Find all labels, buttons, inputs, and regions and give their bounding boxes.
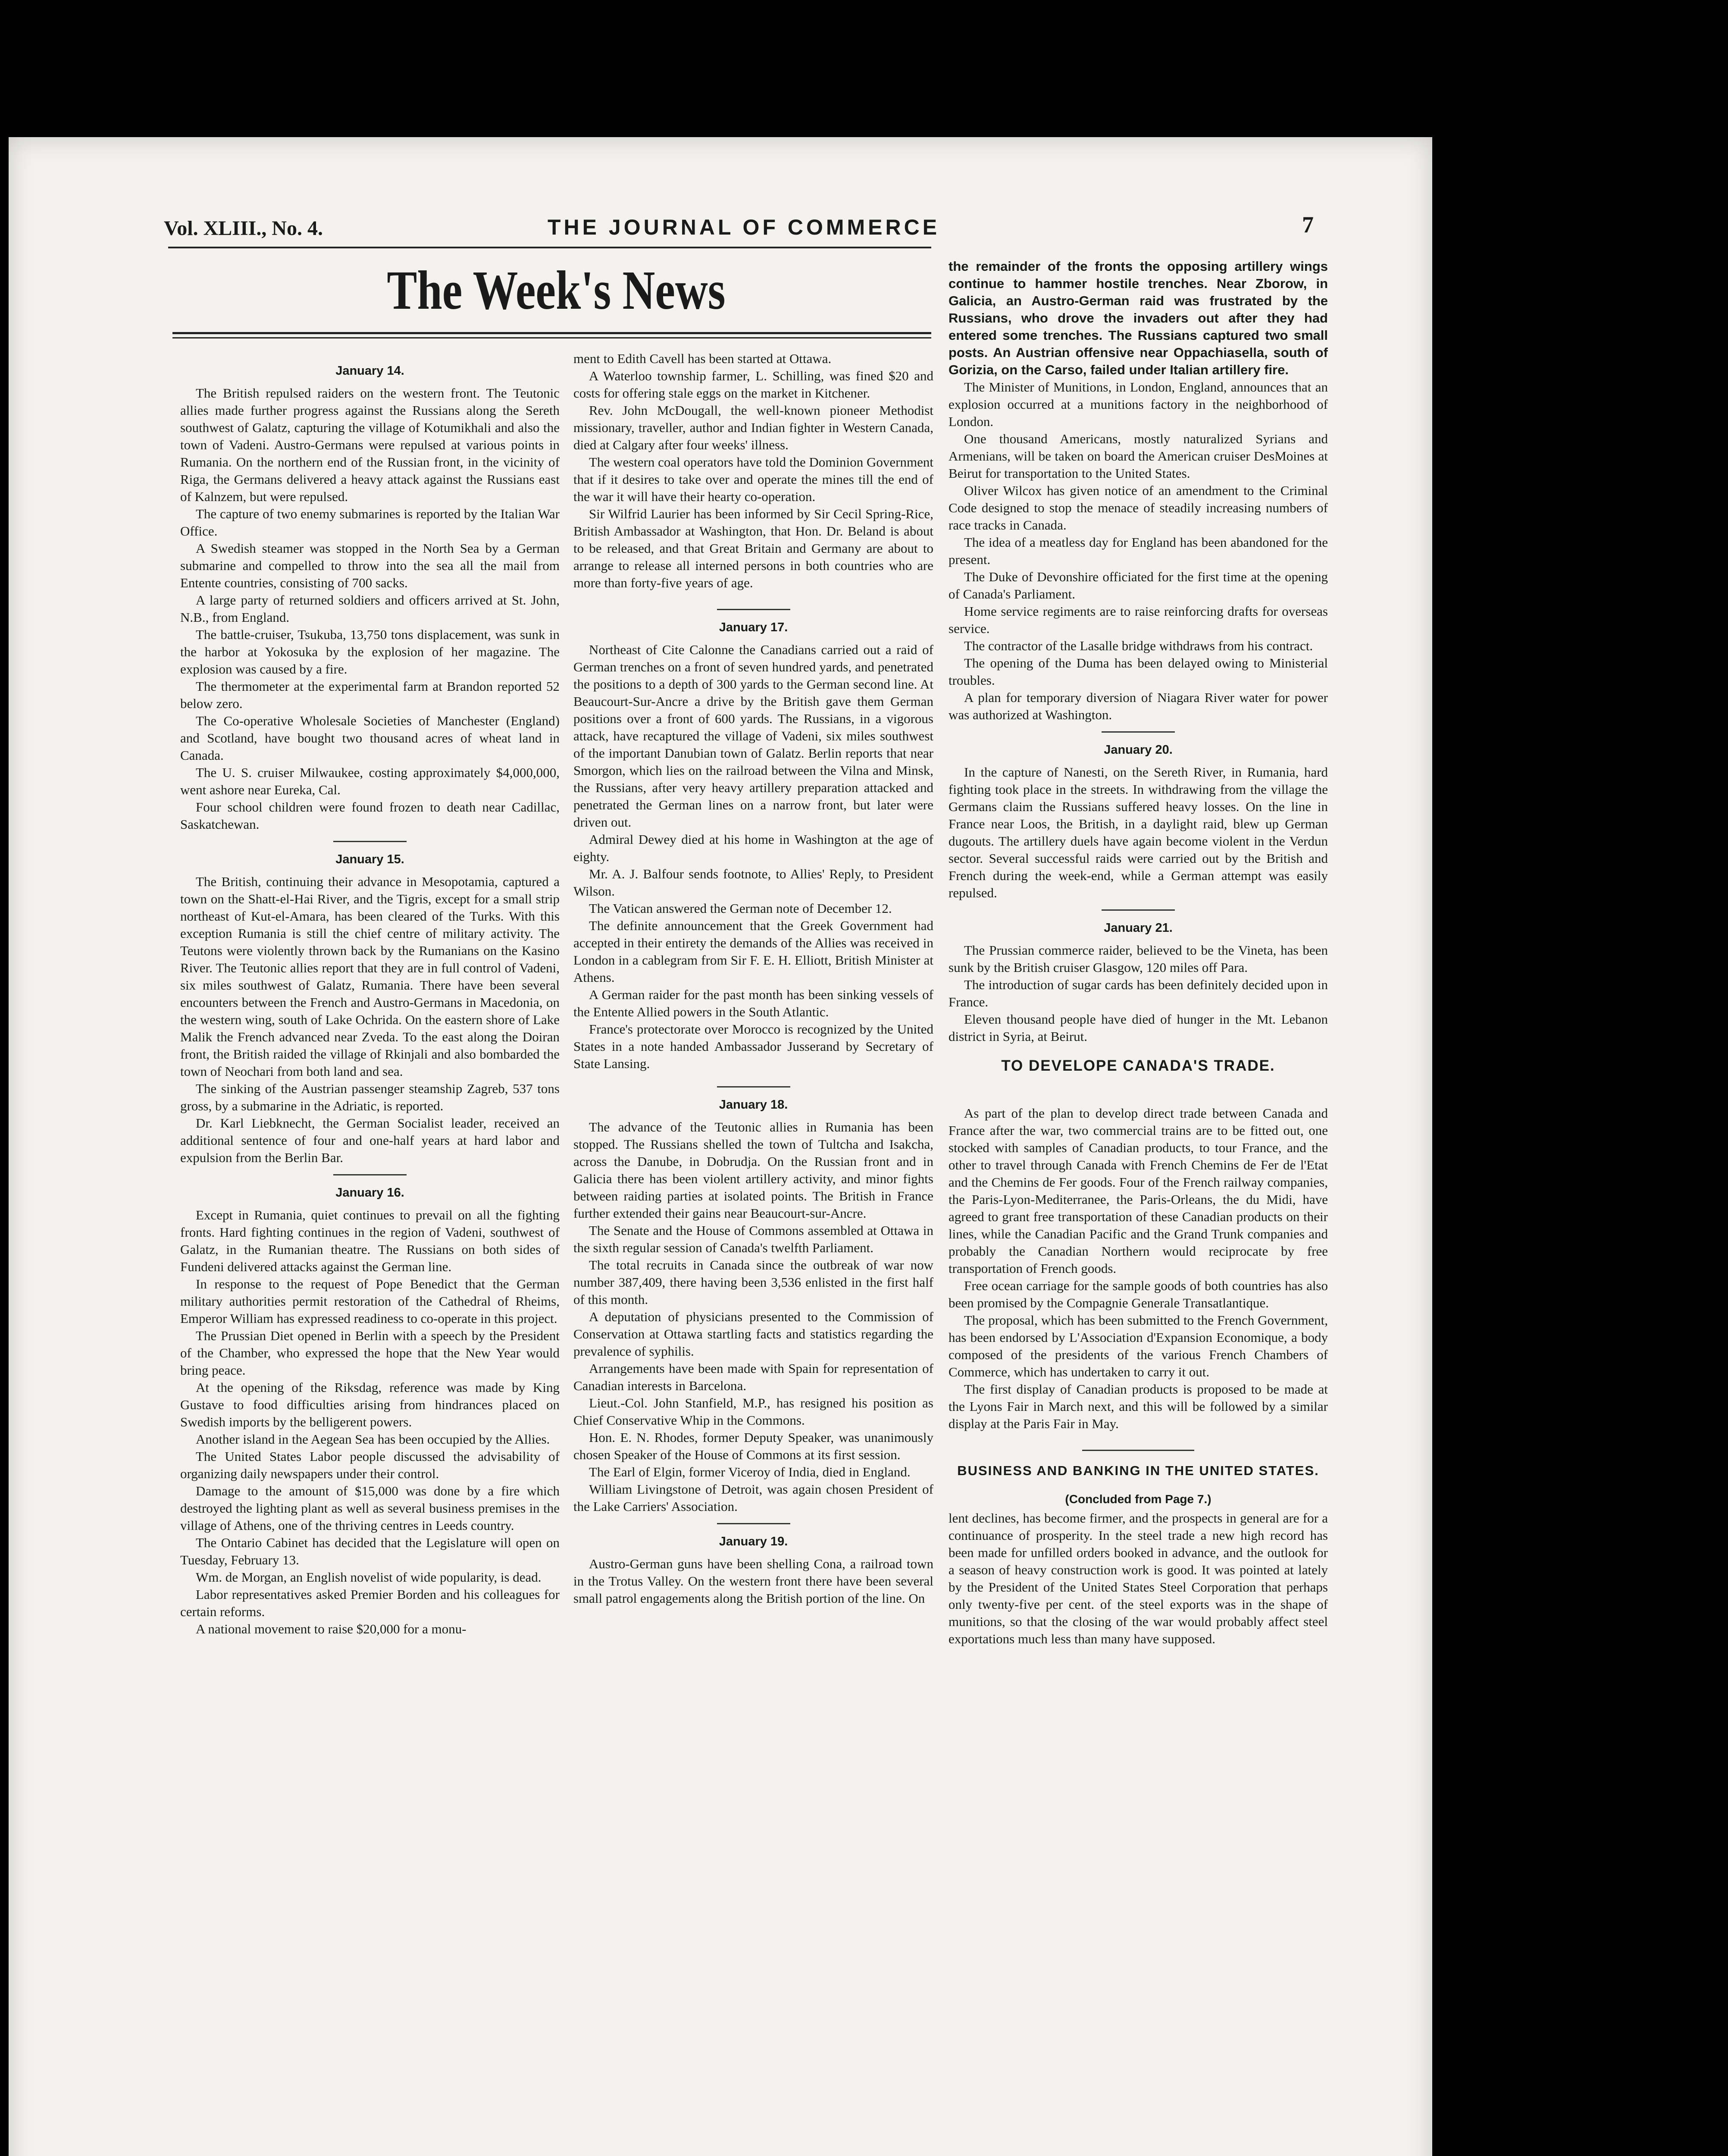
date-heading: January 18.: [719, 1098, 788, 1112]
news-item: The British, continuing their advance in Mesopotamia, captured a town on the Shatt-el-Hai River, and the Tigris, except for a small strip northeast of Kut-el-Amara, has been cleared of the Turks. With this exception Rumania is still the chief centre of military activity. The Teutons were violently thrown back by the Rumanians on the Kasino River. The Teutonic allies report that they are in full control of Vadeni, six miles southwest of Galatz, Rumania. There have been several encounters between the French and Austro-Germans in Macedonia, on the western wing, south of Lake Ochrida. On the eastern shore of Lake Malik the French advanced near Zveda. To the east along the Doiran front, the British raided the village of Rkinjali and also bombarded the town of Neochari from both land and sea.: [180, 874, 560, 1079]
news-item: Rev. John McDougall, the well-known pioneer Methodist missionary, traveller, author and Indian fighter in Western Canada, died at Calgary after four weeks' illness.: [573, 403, 933, 452]
news-item: The British repulsed raiders on the western front. The Teutonic allies made further progress against the Russians along the Sereth southwest of Galatz, capturing the village of Kotumikhali and also the town of Vadeni. Austro-Germans were repulsed at various points in Rumania. On the northern end of the Russian front, in the vicinity of Riga, the Germans delivered a heavy attack against the Russians east of Kalnzem, but were repulsed.: [180, 385, 560, 504]
news-item: The western coal operators have told the Dominion Government that if it desires to take over and operate the mines till the end of the war it will have their hearty co-operation.: [573, 454, 933, 504]
news-item: The Duke of Devonshire officiated for the first time at the opening of Canada's Parliament.: [949, 569, 1328, 602]
news-item: France's protectorate over Morocco is recognized by the United States in a note handed Ambassador Jusserand by Secretary of State Lansing.: [573, 1022, 933, 1071]
news-item: The idea of a meatless day for England has been abandoned for the present.: [949, 535, 1328, 567]
news-item: Damage to the amount of $15,000 was done by a fire which destroyed the lighting plant as well as several business premises in the village of Athens, one of the thriving centres in Leeds country.: [180, 1483, 560, 1533]
news-item: Admiral Dewey died at his home in Washington at the age of eighty.: [573, 832, 933, 864]
section-divider: [333, 1174, 407, 1175]
article-paragraph: The proposal, which has been submitted to the French Government, has been endorsed by L'Association d'Expansion Economique, a body composed of the presidents of the various French Chambers of Commerce, which has undertaken to carry it out.: [949, 1313, 1328, 1379]
news-item: The Ontario Cabinet has decided that the Legislature will open on Tuesday, February 13.: [180, 1535, 560, 1567]
news-item: The Senate and the House of Commons assembled at Ottawa in the sixth regular session of Canada's twelfth Parliament.: [573, 1223, 933, 1255]
news-item: One thousand Americans, mostly naturalized Syrians and Armenians, will be taken on board the American cruiser DesMoines at Beirut for transportation to the United States.: [949, 431, 1328, 481]
news-item: The Prussian Diet opened in Berlin with a speech by the President of the Chamber, who expressed the hope that the New Year would bring peace.: [180, 1328, 560, 1378]
news-item: Home service regiments are to raise reinforcing drafts for overseas service.: [949, 604, 1328, 636]
news-item: Dr. Karl Liebknecht, the German Socialist leader, received an additional sentence of four and one-half years at hard labor and expulsion from the Berlin Bar.: [180, 1116, 560, 1165]
headline-rule-top: [172, 332, 931, 334]
news-item: Northeast of Cite Calonne the Canadians carried out a raid of German trenches on a front of seven hundred yards, and penetrated the positions to a depth of 300 yards to the German second line. At Beaucourt-Sur-Ancre a drive by the British gave them German positions over a front of 600 yards. The Russians, in a vigorous attack, have recaptured the village of Vadeni, six miles southwest of the important Danubian town of Galatz. Berlin reports that near Smorgon, which lies on the railroad between the Vilna and Minsk, the Russians, after very heavy artillery preparation attacked and penetrated the German lines on a narrow front, but later were driven out.: [573, 642, 933, 830]
news-item: The opening of the Duma has been delayed owing to Ministerial troubles.: [949, 655, 1328, 688]
news-item: A deputation of physicians presented to the Commission of Conservation at Ottawa startling facts and statistics regarding the prevalence of syphilis.: [573, 1309, 933, 1359]
article-title: TO DEVELOPE CANADA'S TRADE.: [1001, 1057, 1275, 1074]
news-item: The U. S. cruiser Milwaukee, costing approximately $4,000,000, went ashore near Eureka, Cal.: [180, 765, 560, 797]
date-heading: January 16.: [335, 1186, 404, 1200]
news-item: A German raider for the past month has been sinking vessels of the Entente Allied powers in the South Atlantic.: [573, 987, 933, 1019]
news-item: At the opening of the Riksdag, reference was made by King Gustave to food difficulties arising from hindrances placed on Swedish imports by the belligerent powers.: [180, 1380, 560, 1429]
news-item: ment to Edith Cavell has been started at Ottawa.: [573, 351, 832, 366]
article-title: BUSINESS AND BANKING IN THE UNITED STATES.: [957, 1463, 1319, 1478]
news-item: In the capture of Nanesti, on the Sereth River, in Rumania, hard fighting took place in the streets. In withdrawing from the village the Germans claim the Russians suffered heavy losses. On the line in France near Loos, the British, in a daylight raid, blew up German dugouts. The artillery duels have again become violent in the Verdun sector. Several successful raids were carried out by the British and French during the week-end, while a German attempt was easily repulsed.: [949, 765, 1328, 900]
date-heading: January 14.: [335, 364, 404, 378]
news-item: The total recruits in Canada since the outbreak of war now number 387,409, there having been 3,536 enlisted in the first half of this month.: [573, 1257, 933, 1307]
header-rule: [168, 247, 931, 248]
news-item: Another island in the Aegean Sea has been occupied by the Allies.: [196, 1432, 550, 1447]
news-item: The United States Labor people discussed the advisability of organizing daily newspapers under their control.: [180, 1449, 560, 1481]
news-item: Four school children were found frozen to death near Cadillac, Saskatchewan.: [180, 799, 560, 832]
news-item: The capture of two enemy submarines is reported by the Italian War Office.: [180, 506, 560, 539]
news-item: Except in Rumania, quiet continues to prevail on all the fighting fronts. Hard fighting continues in the region of Vadeni, southwest of Galatz, in the Rumanian theatre. The Russians on both sides of Fundeni delivered attacks against the German line.: [180, 1207, 560, 1274]
news-item: The thermometer at the experimental farm at Brandon reported 52 below zero.: [180, 679, 560, 711]
article-paragraph: lent declines, has become firmer, and the prospects in general are for a continuance of prosperity. In the steel trade a new high record has been made for unfilled orders booked in advance, and the outlook for a season of heavy construction work is good. It was pointed at lately by the President of the United States Steel Corporation that perhaps only twenty-five per cent. of the steel exports was in the shape of munitions, so that the closing of the war would probably affect steel exportations much less than many have supposed.: [949, 1510, 1328, 1646]
article-paragraph: Free ocean carriage for the sample goods of both countries has also been promised by the Compagnie Generale Transatlantique.: [949, 1278, 1328, 1310]
news-item: A large party of returned soldiers and officers arrived at St. John, N.B., from England.: [180, 592, 560, 625]
journal-title: THE JOURNAL OF COMMERCE: [548, 215, 940, 239]
section-divider: [1082, 1450, 1194, 1451]
news-item: The advance of the Teutonic allies in Rumania has been stopped. The Russians shelled the town of Tultcha and Isakcha, across the Danube, in Dobrudja. On the Russian front and in Galicia there has been violent artillery activity, and minor fights between raiding parties at isolated points. The British in France further extended their gains near Beaucourt-sur-Ancre.: [573, 1119, 933, 1221]
news-item: A national movement to raise $20,000 for a monu-: [196, 1621, 466, 1636]
news-item: the remainder of the fronts the opposing artillery wings continue to hammer hostile trenches. Near Zborow, in Galicia, an Austro-German raid was frustrated by the Russians, who drove the invaders out after they had entered some trenches. The Russians captured two small posts. An Austrian offensive near Oppachiasella, south of Gorizia, on the Carso, failed under Italian artillery fire.: [949, 259, 1328, 377]
article-paragraph: As part of the plan to develop direct trade between Canada and France after the war, two commercial trains are to be fitted out, one stocked with samples of Canadian products, to tour France, and the other to travel through Canada with French Chemins de Fer de l'Etat and the Chemins de Fer goods. Four of the French railway companies, the Paris-Lyon-Mediterranee, the Paris-Orleans, the du Midi, have agreed to grant free transportation of these Canadian products on their lines, while the Canadian Pacific and the Grand Trunk companies and probably the Canadian Northern would reciprocate by free transportation of French goods.: [949, 1106, 1328, 1276]
news-item: The Minister of Munitions, in London, England, announces that an explosion occurred at a munitions factory in the neighborhood of London.: [949, 379, 1328, 429]
section-divider: [333, 841, 407, 842]
news-item: Eleven thousand people have died of hunger in the Mt. Lebanon district in Syria, at Beirut.: [949, 1012, 1328, 1044]
date-heading: January 17.: [719, 620, 788, 634]
news-item: William Livingstone of Detroit, was again chosen President of the Lake Carriers' Association.: [573, 1482, 933, 1514]
news-item: The contractor of the Lasalle bridge withdraws from his contract.: [964, 638, 1313, 653]
news-item: The Co-operative Wholesale Societies of Manchester (England) and Scotland, have bought two thousand acres of wheat land in Canada.: [180, 713, 560, 763]
news-item: A Waterloo township farmer, L. Schilling, was fined $20 and costs for offering stale eggs on the market in Kitchener.: [573, 368, 933, 401]
page-number: 7: [1302, 212, 1314, 238]
column-2: [573, 350, 933, 1607]
news-item: Lieut.-Col. John Stanfield, M.P., has resigned his position as Chief Conservative Whip in the Commons.: [573, 1395, 933, 1428]
section-divider: [1102, 909, 1175, 911]
news-item: Arrangements have been made with Spain for representation of Canadian interests in Barcelona.: [573, 1361, 933, 1393]
headline-rule-bottom: [172, 337, 931, 338]
column-1: [180, 356, 560, 1638]
news-item: The Vatican answered the German note of December 12.: [589, 901, 892, 916]
volume-number: Vol. XLIII., No. 4.: [164, 217, 323, 240]
news-item: A plan for temporary diversion of Niagara River water for power was authorized at Washington.: [949, 690, 1328, 722]
date-heading: January 19.: [719, 1535, 788, 1548]
date-heading: January 20.: [1104, 743, 1173, 757]
news-item: The Earl of Elgin, former Viceroy of India, died in England.: [589, 1464, 911, 1479]
page-headline: The Week's News: [387, 260, 726, 321]
column-3: [949, 258, 1328, 1648]
news-item: A Swedish steamer was stopped in the North Sea by a German submarine and compelled to throw into the sea all the mail from Entente countries, consisting of 700 sacks.: [180, 541, 560, 590]
news-item: Wm. de Morgan, an English novelist of wide popularity, is dead.: [196, 1570, 542, 1585]
news-item: Sir Wilfrid Laurier has been informed by Sir Cecil Spring-Rice, British Ambassador at Washington, that Hon. Dr. Beland is about to be released, and that Great Britain and Germany are about to arrange to release all interned persons in both countries who are more than forty-five years of age.: [573, 506, 933, 590]
section-divider: [717, 609, 790, 610]
date-heading: January 15.: [335, 852, 404, 866]
news-item: Hon. E. N. Rhodes, former Deputy Speaker, was unanimously chosen Speaker of the House of Commons at its first session.: [573, 1430, 933, 1462]
news-item: The definite announcement that the Greek Government had accepted in their entirety the demands of the Allies was received in London in a cablegram from Sir F. E. H. Elliott, British Minister at Athens.: [573, 918, 933, 985]
news-item: Labor representatives asked Premier Borden and his colleagues for certain reforms.: [180, 1587, 560, 1619]
news-item: Austro-German guns have been shelling Cona, a railroad town in the Trotus Valley. On the western front there have been several small patrol engagements along the British portion of the line. On: [573, 1556, 933, 1606]
news-item: The introduction of sugar cards has been definitely decided upon in France.: [949, 977, 1328, 1009]
news-item: The sinking of the Austrian passenger steamship Zagreb, 537 tons gross, by a submarine in the Adriatic, is reported.: [180, 1081, 560, 1113]
news-item: Oliver Wilcox has given notice of an amendment to the Criminal Code designed to stop the menace of steadily increasing numbers of race tracks in Canada.: [949, 483, 1328, 533]
article-paragraph: The first display of Canadian products is proposed to be made at the Lyons Fair in March next, and this will be followed by a similar display at the Paris Fair in May.: [949, 1382, 1328, 1431]
article-subtitle: (Concluded from Page 7.): [1065, 1492, 1211, 1506]
date-heading: January 21.: [1104, 921, 1173, 935]
scan-background: [1443, 0, 1728, 2156]
section-divider: [1102, 731, 1175, 733]
section-divider: [717, 1523, 790, 1524]
news-item: In response to the request of Pope Benedict that the German military authorities permit restoration of the Cathedral of Rheims, Emperor William has expressed readiness to co-operate in this project.: [180, 1276, 560, 1326]
news-item: Mr. A. J. Balfour sends footnote, to Allies' Reply, to President Wilson.: [573, 866, 933, 899]
running-header: [164, 211, 1345, 246]
news-item: The battle-cruiser, Tsukuba, 13,750 tons displacement, was sunk in the harbor at Yokosuka by the explosion of her magazine. The explosion was caused by a fire.: [180, 627, 560, 677]
news-item: The Prussian commerce raider, believed to be the Vineta, has been sunk by the British cruiser Glasgow, 120 miles off Para.: [949, 943, 1328, 975]
section-divider: [717, 1086, 790, 1087]
